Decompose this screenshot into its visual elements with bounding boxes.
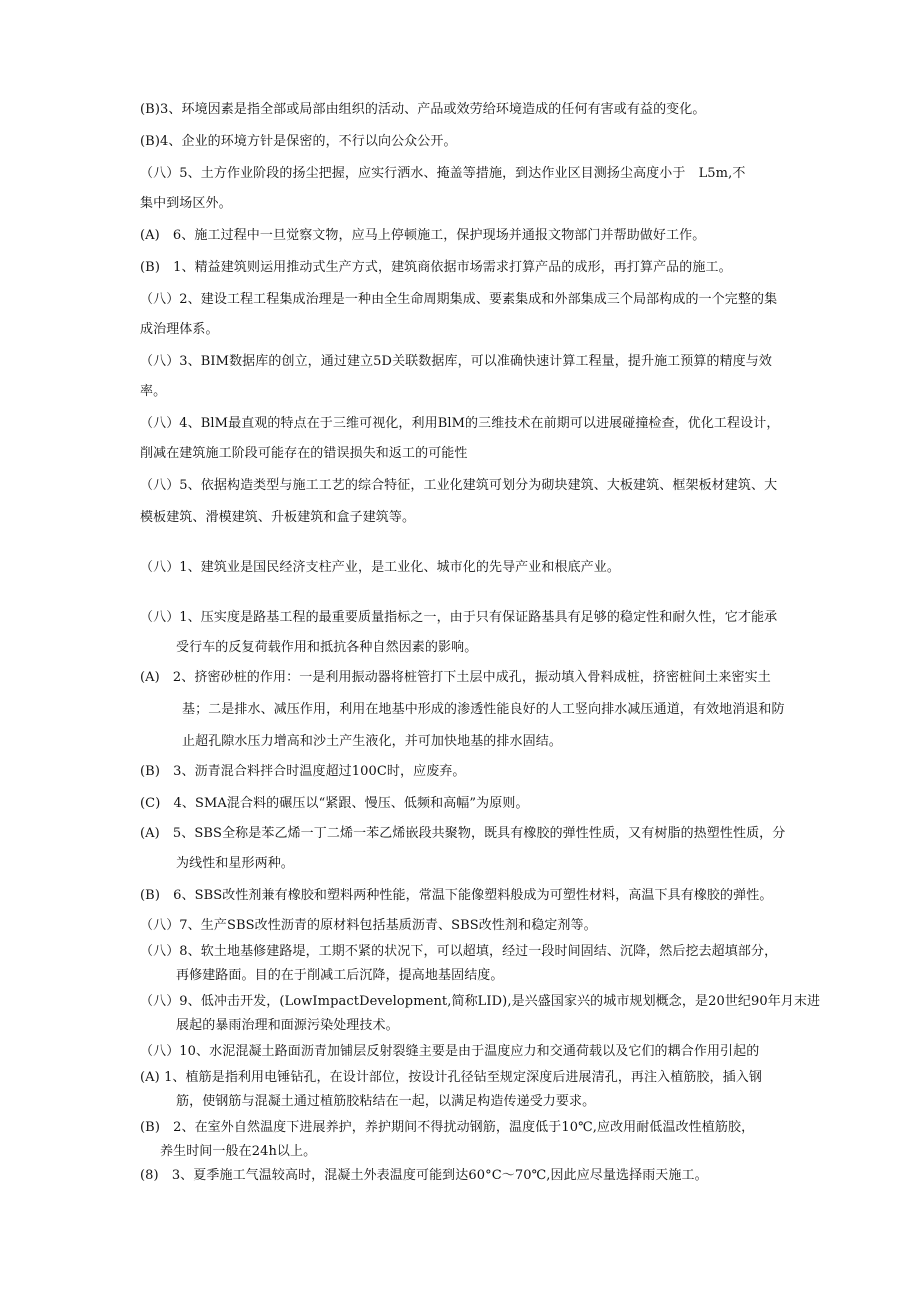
text-line: 成治理体系。 [140, 322, 219, 337]
text-line: 受行车的反复荷载作用和抵抗各种自然因素的影响。 [176, 640, 478, 655]
text-line: 展起的暴雨治理和面源污染处理技术。 [176, 1018, 399, 1033]
text-line: 率。 [140, 384, 167, 399]
text-line: (C) 4、SMA混合料的碾压以“紧跟、慢压、低频和高幅”为原则。 [140, 796, 529, 811]
text-line: 为线性和星形两种。 [176, 856, 294, 871]
text-line: 止超孔隙水压力增高和沙土产生液化，并可加快地基的排水固结。 [182, 734, 562, 749]
text-line: (8) 3、夏季施工气温较高时，混凝土外表温度可能到达60°C～70℃,因此应尽量选择雨天施工。 [140, 1168, 708, 1183]
text-line: （八）8、软土地基修建路堤，工期不紧的状况下，可以超填，经过一段时间固结、沉降，然后挖去超填部分， [140, 944, 778, 959]
text-line: 再修建路面。目的在于削减工后沉降，提高地基固结度。 [176, 968, 504, 983]
text-line: (B)3、环境因素是指全部或局部由组织的活动、产品或效劳给环境造成的任何有害或有益的变化。 [140, 102, 706, 117]
text-line: （八）7、生产SBS改性沥青的原材料包括基质沥青、SBS改性剂和稳定剂等。 [140, 918, 597, 933]
text-line: (B) 2、在室外自然温度下进展养护，养护期间不得扰动钢筋，温度低于10℃,应改用耐低温改性植筋胶， [140, 1120, 755, 1135]
text-line: (B)4、企业的环境方针是保密的，不行以向公众公开。 [140, 134, 457, 149]
text-line: （八）3、BIM数据库的创立，通过建立5D关联数据库，可以准确快速计算工程量，提升施工预算的精度与效 [140, 354, 772, 369]
text-line: (B) 1、精益建筑则运用推动式生产方式，建筑商依据市场需求打算产品的成形，再打算产品的施工。 [140, 260, 732, 275]
text-line: (B) 6、SBS改性剂兼有橡胶和塑料两种性能，常温下能像塑料般成为可塑性材料，高温下具有橡胶的弹性。 [140, 888, 773, 903]
text-line: (A) 2、挤密砂桩的作用：一是利用振动器将桩管打下土层中成孔，振动填入骨料成桩，挤密桩间土来密实土 [140, 670, 771, 685]
text-line: （八）10、水泥混凝土路面沥青加铺层反射裂缝主要是由于温度应力和交通荷载以及它们的耦合作用引起的 [140, 1044, 760, 1059]
text-line: （八）1、建筑业是国民经济支柱产业，是工业化、城市化的先导产业和根底产业。 [140, 560, 620, 575]
text-line: (B) 3、沥青混合料拌合时温度超过100C时，应废弃。 [140, 764, 466, 779]
text-line: 削减在建筑施工阶段可能存在的错误损失和返工的可能性 [140, 446, 468, 461]
text-line: 集中到场区外。 [140, 196, 232, 211]
text-line: (A) 6、施工过程中一旦觉察文物，应马上停顿施工，保护现场并通报文物部门并帮助做好工作。 [140, 228, 706, 243]
text-line: （八）9、低冲击开发，(LowImpactDevelopment,简称LID),是兴盛国家兴的城市规划概念，是20世纪90年月末进 [140, 994, 821, 1009]
text-line: 筋，使钢筋与混凝土通过植筋胶粘结在一起，以满足构造传递受力要求。 [176, 1094, 596, 1109]
text-line: (A) 1、植筋是指利用电锤钻孔，在设计部位，按设计孔径钻至规定深度后进展清孔，再注入植筋胶，插入钢 [140, 1070, 762, 1085]
text-line: （八）2、建设工程工程集成治理是一种由全生命周期集成、要素集成和外部集成三个局部构成的一个完整的集 [140, 292, 778, 307]
text-line: （八）5、土方作业阶段的扬尘把握，应实行洒水、掩盖等措施，到达作业区目测扬尘高度小于 L5m,不 [140, 166, 746, 181]
text-line: （八）5、依据构造类型与施工工艺的综合特征，工业化建筑可划分为砌块建筑、大板建筑、框架板材建筑、大 [140, 478, 778, 493]
text-line: （八）1、压实度是路基工程的最重要质量指标之一，由于只有保证路基具有足够的稳定性和耐久性，它才能承 [140, 610, 778, 625]
text-line: 养生时间一般在24h以上。 [160, 1144, 317, 1159]
text-line: （八）4、BlM最直观的特点在于三维可视化，利用BlM的三维技术在前期可以进展碰撞检查，优化工程设计， [140, 416, 780, 431]
text-line: 模板建筑、滑模建筑、升板建筑和盒子建筑等。 [140, 510, 416, 525]
text-line: 基；二是排水、减压作用，利用在地基中形成的渗透性能良好的人工竖向排水减压通道，有效地消退和防 [182, 702, 785, 717]
text-line: (A) 5、SBS全称是苯乙烯一丁二烯一苯乙烯嵌段共聚物，既具有橡胶的弹性性质，又有树脂的热塑性性质，分 [140, 826, 786, 841]
